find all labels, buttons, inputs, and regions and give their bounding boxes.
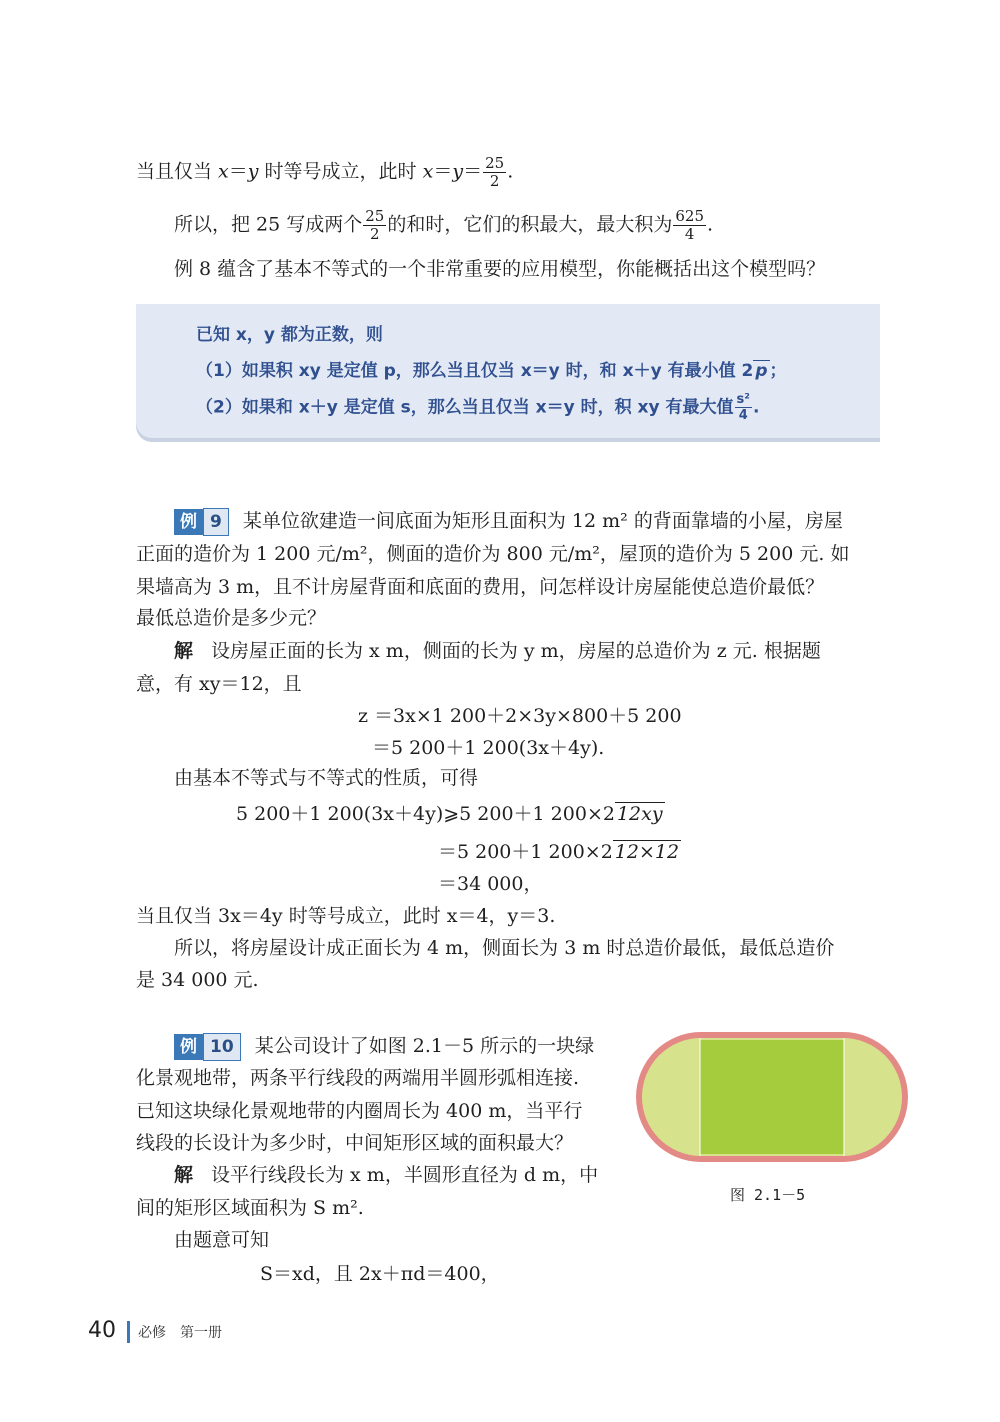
inequality: 5 200＋1 200(3x＋4y)⩾5 200＋1 200×2 12xy (236, 803, 663, 825)
theorem-box (136, 304, 880, 438)
text-line: 由基本不等式与不等式的性质，可得 (174, 767, 479, 789)
text-line: 例 8 蕴含了基本不等式的一个非常重要的应用模型，你能概括出这个模型吗？ (174, 258, 826, 280)
example-10-heading: 例 10 某公司设计了如图 2.1－5 所示的一块绿 (174, 1033, 594, 1061)
text-line: 由题意可知 (174, 1229, 270, 1251)
text-line: 果墙高为 3 m，且不计房屋背面和底面的费用，问怎样设计房屋能使总造价最低？ (136, 576, 825, 598)
text-line: 意，有 xy＝12，且 (136, 673, 302, 695)
solution-label: 解 (174, 640, 194, 662)
equation: ＝34 000， (438, 873, 543, 895)
example-9-heading: 例 9 某单位欲建造一间底面为矩形且面积为 12 m² 的背面靠墙的小屋，房屋 (174, 508, 843, 536)
text-line: 最低总造价是多少元？ (136, 607, 327, 629)
fraction: $\frac{25}{2}$ (365, 207, 385, 243)
text-line: 化景观地带，两条平行线段的两端用半圆形弧相连接. (136, 1067, 580, 1089)
text-line: 线段的长设计为多少时，中间矩形区域的面积最大？ (136, 1132, 574, 1154)
solution-line: 解 设房屋正面的长为 x m，侧面的长为 y m，房屋的总造价为 z 元. 根据题 (174, 640, 821, 662)
book-title: 必修 第一册 (138, 1325, 222, 1341)
solution-line: 解 设平行线段长为 x m，半圆形直径为 d m，中 (174, 1164, 599, 1186)
text-line: 当且仅当 x＝y 时等号成立，此时 x＝y＝ $\frac{25}{2}$ . (136, 154, 514, 190)
box-line-3: （2）如果和 x＋y 是定值 s，那么当且仅当 x＝y 时，积 xy 有最大值 $\frac{\text{s²}}{4}$ . (196, 392, 760, 423)
box-line-2: （1）如果积 xy 是定值 p，那么当且仅当 x＝y 时，和 x＋y 有最小值 2 p ； (196, 361, 787, 381)
text-line: 当且仅当 3x＝4y 时等号成立，此时 x＝4，y＝3. (136, 905, 556, 927)
example-tag: 例 10 (174, 1033, 241, 1061)
page-number: 40 (88, 1318, 116, 1343)
text-line: 所以，把 25 写成两个 $\frac{25}{2}$ 的和时，它们的积最大，最大积为 $\frac{625}{4}$ . (174, 207, 714, 243)
text-line: 正面的造价为 1 200 元/m²，侧面的造价为 800 元/m²，屋顶的造价为 5 200 元. 如 (136, 543, 850, 565)
equation: z ＝3x×1 200＋2×3y×800＋5 200 (358, 705, 682, 727)
center-rectangle (700, 1040, 844, 1154)
figure-track (634, 1030, 912, 1166)
fraction: $\frac{625}{4}$ (675, 207, 705, 243)
footer-bar (127, 1321, 130, 1343)
figure-caption: 图 2.1－5 (730, 1186, 806, 1204)
text-line: 是 34 000 元. (136, 969, 259, 991)
equation: S＝xd，且 2x＋πd＝400， (260, 1263, 500, 1285)
text-line: 所以，将房屋设计成正面长为 4 m，侧面长为 3 m 时总造价最低，最低总造价 (174, 937, 835, 959)
box-line-1: 已知 x，y 都为正数，则 (196, 325, 383, 345)
equation: ＝5 200＋1 200(3x＋4y). (372, 737, 605, 759)
example-tag: 例 9 (174, 508, 229, 536)
text-line: 已知这块绿化景观地带的内圈周长为 400 m，当平行 (136, 1100, 583, 1122)
text-line: 间的矩形区域面积为 S m². (136, 1197, 364, 1219)
fraction: $\frac{25}{2}$ (485, 154, 505, 190)
solution-label: 解 (174, 1164, 194, 1186)
inequality: ＝5 200＋1 200×2 12×12 (438, 841, 680, 863)
